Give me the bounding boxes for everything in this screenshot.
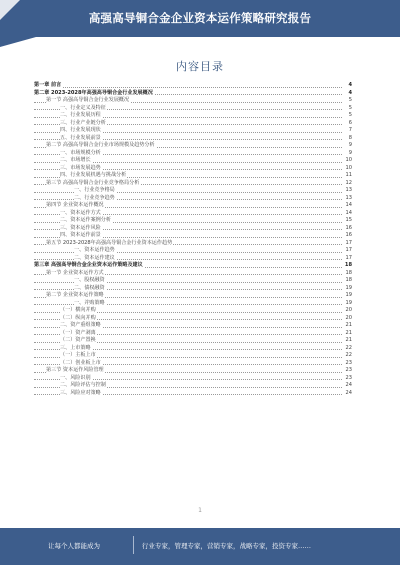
toc-entry-label: 二、市场增长 [60, 157, 91, 163]
toc-entry[interactable] [34, 97, 352, 105]
toc-entry-page: 21 [343, 330, 352, 338]
toc-entry[interactable] [34, 270, 352, 278]
toc-entry-page: 17 [343, 255, 352, 263]
toc-entry-page: 5 [343, 105, 352, 113]
toc-entry-page: 13 [343, 187, 352, 195]
toc-entry[interactable] [34, 187, 352, 195]
toc-entry-label: 四、行业发展现状 [60, 127, 101, 133]
toc-entry-page: 17 [343, 247, 352, 255]
toc-entry-page: 7 [343, 127, 352, 135]
toc-entry[interactable] [34, 277, 352, 285]
toc-entry-page: 5 [343, 112, 352, 120]
toc-entry-page: 21 [343, 322, 352, 330]
footer-slogan: 让每个人都能成为 [48, 542, 100, 550]
toc-entry-label: 二、行业发展历程 [60, 112, 101, 118]
toc-entry-label: 第二章 2023-2028年高强高导铜合金行业发展概况 [34, 89, 153, 96]
toc-entry[interactable] [34, 360, 352, 368]
toc-entry[interactable] [34, 157, 352, 165]
toc-entry[interactable] [34, 240, 352, 248]
footer-divider [133, 536, 134, 554]
toc-entry-page: 10 [343, 165, 352, 173]
toc-entry-label: 三、上市策略 [60, 344, 91, 351]
toc-entry-page: 17 [343, 240, 352, 248]
toc-entry-page: 18 [344, 262, 352, 268]
toc-entry-page: 16 [343, 232, 352, 240]
footer-tagline: 行业专家，管理专家，营销专家，战略专家，投资专家…… [142, 542, 311, 550]
toc-entry-label: 五、行业发展前景 [60, 134, 101, 141]
toc-entry[interactable] [34, 345, 352, 353]
toc-entry-page: 16 [343, 225, 352, 233]
toc-entry-label: 三、市场发展趋势 [60, 164, 101, 171]
toc-entry-label: 一、行业定义及特征 [60, 104, 106, 111]
toc-entry-page: 4 [343, 90, 352, 98]
toc-entry-label: 第二节 企业资本运作策略 [46, 292, 104, 298]
toc-entry-page: 4 [343, 82, 352, 90]
toc-entry[interactable] [34, 82, 352, 90]
toc-entry[interactable] [34, 150, 352, 158]
toc-entry-page: 22 [343, 345, 352, 353]
toc-entry-label: 二、债权融资 [74, 284, 105, 291]
toc-entry-page: 18 [343, 270, 352, 278]
toc-entry-label: 一、股权融资 [74, 277, 105, 283]
toc-entry[interactable] [34, 172, 352, 180]
header-tab-decoration [0, 37, 36, 47]
toc-entry-label: （二）创业板上市 [60, 359, 101, 366]
toc-entry[interactable] [34, 315, 352, 323]
toc-entry[interactable] [34, 210, 352, 218]
toc-entry-label: 第四节 企业资本运作概况 [46, 202, 104, 208]
toc-entry-label: （二）纵向并购 [60, 314, 96, 321]
toc-entry-label: 第三章 高强高导铜合金企业资本运作策略及建议 [34, 262, 143, 268]
toc-entry-page: 23 [343, 367, 352, 375]
toc-entry-page: 23 [343, 375, 352, 383]
toc-entry-page: 10 [343, 157, 352, 165]
toc-entry-page: 18 [343, 277, 352, 285]
toc-entry-page: 23 [343, 360, 352, 368]
toc-entry-label: 三、风险应对策略 [60, 389, 101, 396]
toc-entry-page: 14 [343, 210, 352, 218]
toc-entry-label: 一、市场规模分析 [60, 149, 101, 156]
toc-entry[interactable] [34, 255, 352, 263]
toc-entry-page: 8 [343, 135, 352, 143]
toc-entry-label: 第一节 企业资本运作方式 [46, 269, 104, 276]
toc-entry-label: 四、行业发展机遇与挑战分析 [60, 172, 127, 178]
toc-entry[interactable] [34, 382, 352, 390]
toc-entry-page: 12 [343, 180, 352, 188]
toc-entry-page: 22 [343, 352, 352, 360]
toc-entry-label: 第五节 2023-2028年高强高导铜合金行业资本运作趋势 [46, 239, 173, 246]
toc-entry[interactable] [34, 165, 352, 173]
toc-entry[interactable] [34, 195, 352, 203]
toc-entry-page: 13 [343, 195, 352, 203]
toc-entry-label: 三、资本运作风险 [60, 224, 101, 231]
toc-entry-label: 二、资本运作案例分析 [60, 217, 111, 223]
page-number: 1 [198, 507, 202, 514]
table-of-contents [34, 82, 352, 397]
toc-entry-label: 第一章 前言 [34, 82, 62, 88]
toc-entry-page: 15 [343, 217, 352, 225]
toc-entry-label: 二、行业竞争趋势 [74, 194, 115, 201]
toc-entry-label: 二、风险评估与控制 [60, 382, 106, 388]
toc-entry-label: 一、行业竞争格局 [74, 187, 115, 193]
toc-entry-label: （一）横向并购 [60, 307, 96, 313]
toc-entry-page: 24 [343, 382, 352, 390]
toc-entry[interactable] [34, 307, 352, 315]
toc-entry-page: 19 [343, 300, 352, 308]
toc-entry-page: 6 [343, 120, 352, 128]
toc-entry-label: 第一节 高强高导铜合金行业发展概况 [46, 97, 130, 103]
toc-entry[interactable] [34, 262, 352, 270]
toc-leader-dots [34, 87, 342, 88]
toc-entry-page: 14 [343, 202, 352, 210]
toc-entry[interactable] [34, 232, 352, 240]
toc-entry-page: 5 [343, 97, 352, 105]
toc-entry[interactable] [34, 112, 352, 120]
toc-entry-label: （一）资产剥离 [60, 329, 96, 336]
toc-entry-label: 一、资本运作趋势 [74, 247, 115, 253]
toc-entry[interactable] [34, 180, 352, 188]
toc-entry[interactable] [34, 247, 352, 255]
toc-entry[interactable] [34, 300, 352, 308]
toc-entry-page: 9 [343, 150, 352, 158]
toc-entry-page: 21 [343, 337, 352, 345]
toc-entry-label: 第三节 高强高导铜合金行业竞争格局分析 [46, 179, 140, 186]
toc-heading: 内容目录 [176, 60, 224, 73]
toc-entry[interactable] [34, 120, 352, 128]
toc-entry-page: 20 [343, 307, 352, 315]
toc-entry[interactable] [34, 202, 352, 210]
toc-entry-label: （二）资产置换 [60, 337, 96, 343]
toc-entry[interactable] [34, 390, 352, 398]
document-title: 高强高导铜合金企业资本运作策略研究报告 [88, 11, 312, 25]
toc-entry[interactable] [34, 142, 352, 150]
toc-entry[interactable] [34, 217, 352, 225]
toc-entry[interactable] [34, 90, 352, 98]
toc-entry-label: 第二节 高强高导铜合金行业市场规模及趋势分析 [46, 142, 155, 148]
toc-entry[interactable] [34, 285, 352, 293]
toc-entry[interactable] [34, 352, 352, 360]
toc-entry[interactable] [34, 292, 352, 300]
toc-entry-page: 9 [343, 142, 352, 150]
toc-entry-label: （一）主板上市 [60, 352, 96, 358]
toc-entry-label: 二、资产重组策略 [60, 322, 101, 328]
toc-entry[interactable] [34, 135, 352, 143]
toc-entry-label: 一、并购策略 [74, 299, 105, 306]
toc-entry[interactable] [34, 127, 352, 135]
toc-entry[interactable] [34, 322, 352, 330]
toc-entry-page: 20 [343, 315, 352, 323]
toc-entry-page: 19 [343, 292, 352, 300]
toc-entry-label: 一、风险识别 [60, 374, 91, 381]
toc-entry-page: 11 [343, 172, 352, 180]
toc-entry-page: 19 [343, 285, 352, 293]
toc-entry-label: 一、资本运作方式 [60, 209, 101, 216]
toc-entry[interactable] [34, 367, 352, 375]
toc-entry[interactable] [34, 337, 352, 345]
toc-entry-label: 二、资本运作建议 [74, 254, 115, 261]
toc-entry[interactable] [34, 330, 352, 338]
toc-entry-page: 24 [343, 390, 352, 398]
toc-entry-label: 第三节 资本运作风险管理 [46, 367, 104, 373]
toc-entry[interactable] [34, 225, 352, 233]
toc-entry[interactable] [34, 375, 352, 383]
toc-entry-label: 三、行业产业链分析 [60, 119, 106, 126]
toc-entry[interactable] [34, 105, 352, 113]
toc-entry-label: 四、资本运作前景 [60, 232, 101, 238]
